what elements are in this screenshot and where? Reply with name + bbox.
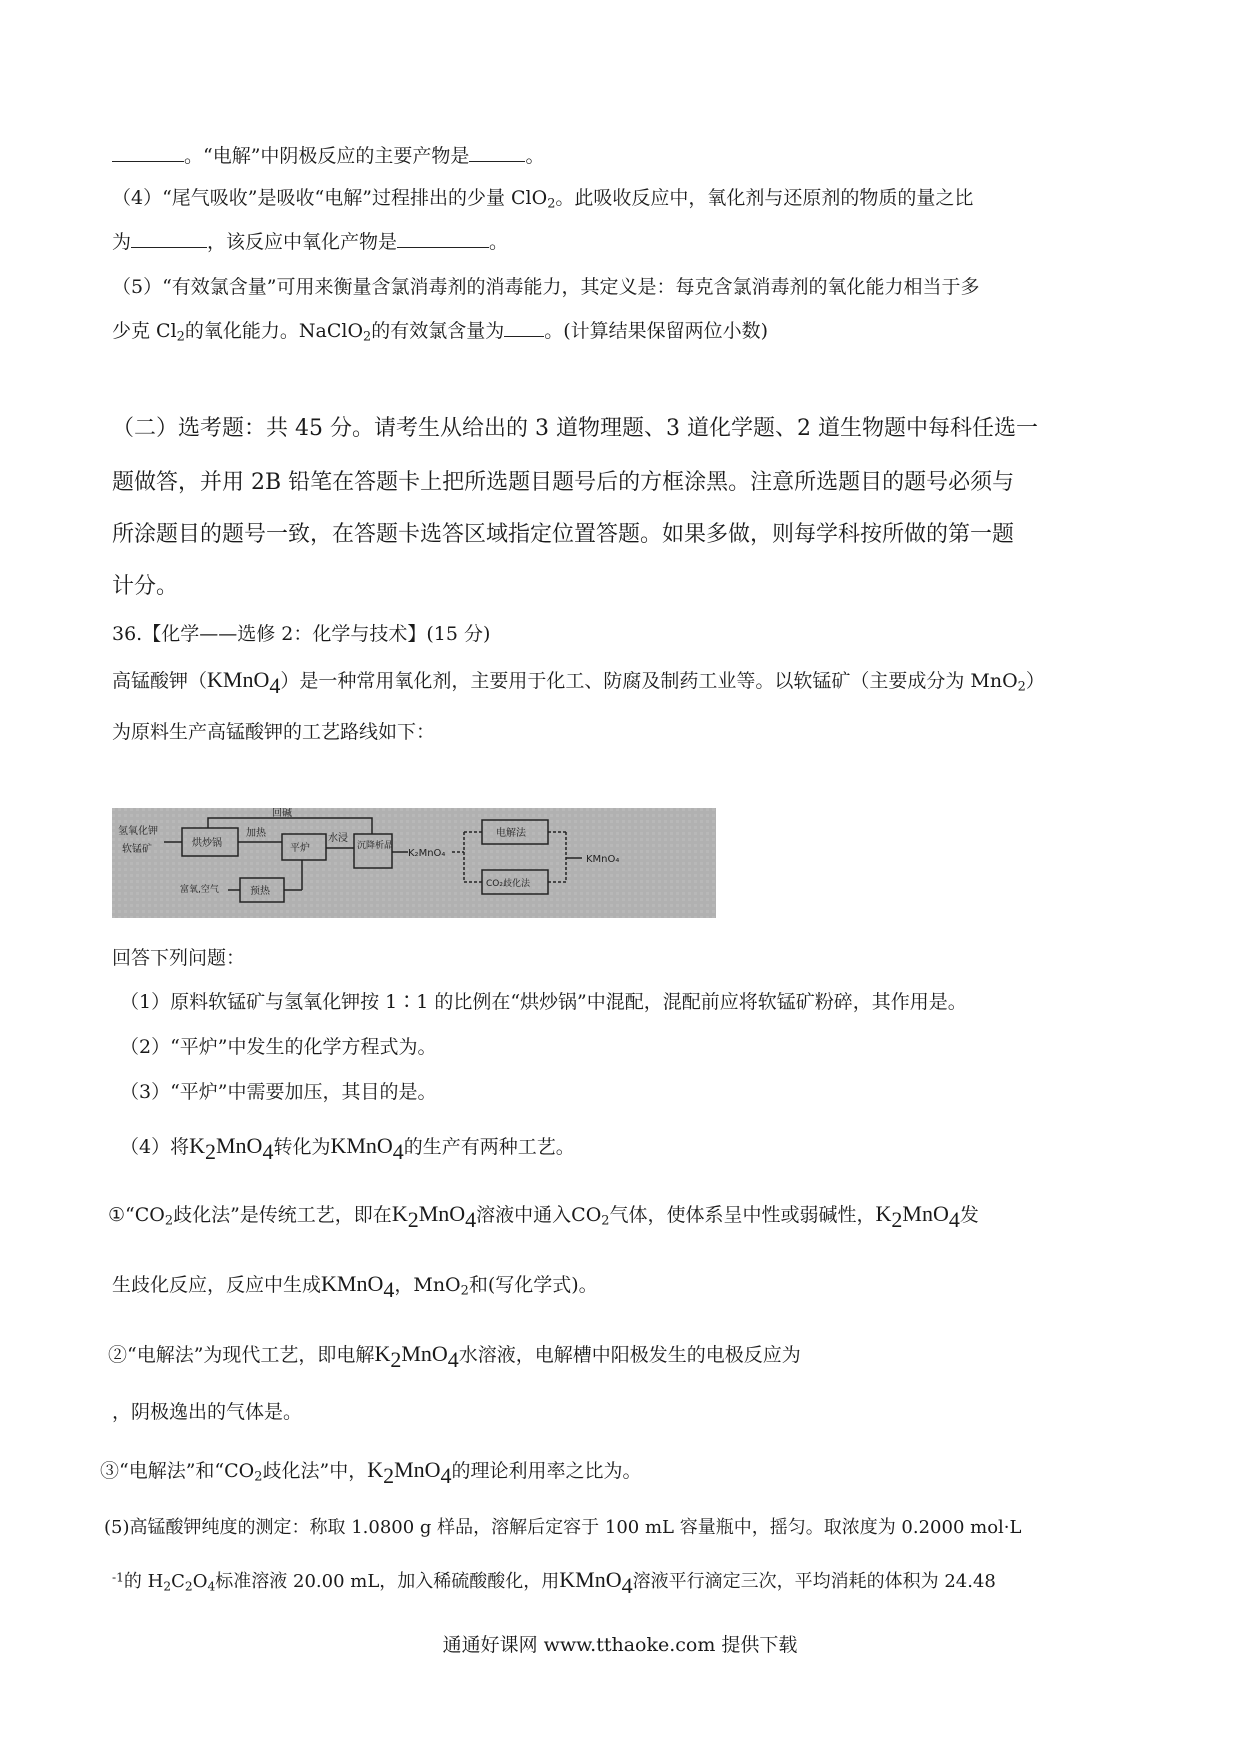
- text: 水溶液，电解槽中阳极发生的电极反应为: [458, 1344, 801, 1366]
- box-label: 电解法: [496, 828, 526, 839]
- subscript: 2: [390, 1347, 402, 1373]
- formula: KMnO: [330, 1133, 393, 1158]
- answer-prompt: [112, 944, 245, 972]
- formula: K: [391, 1201, 408, 1226]
- subscript: 2: [547, 196, 556, 212]
- subscript: 2: [363, 329, 372, 345]
- superscript: -1: [112, 1570, 124, 1585]
- page-footer: 通通好课网 www.tthaoke.com 提供下载: [442, 1634, 798, 1656]
- text: 。: [489, 231, 509, 253]
- question-36-5-line-1: [104, 1514, 1021, 1542]
- subscript: 2: [164, 1213, 174, 1229]
- formula: CO: [224, 1460, 255, 1482]
- formula: CO: [134, 1204, 165, 1226]
- text: 溶液中通入: [476, 1204, 572, 1226]
- formula: K: [374, 1341, 391, 1366]
- question-5-line-2: [112, 317, 768, 345]
- text: 和(写化学式)。: [468, 1274, 598, 1296]
- question-36-4-1-line-2: [112, 1270, 598, 1303]
- question-4-line-2: [112, 228, 508, 256]
- text: ②“电解法”为现代工艺，即电解: [108, 1344, 375, 1366]
- text: 的理论利用率之比为。: [451, 1460, 642, 1482]
- text: (5)高锰酸钾纯度的测定：称取 1.0800 g 样品，溶解后定容于 100 mL 容量瓶中，摇匀。取浓度为 0.2000 mol·L: [104, 1517, 1022, 1538]
- text: 的 H: [123, 1571, 164, 1592]
- text: （5）“有效氯含量”可用来衡量含氯消毒剂的消毒能力，其定义是：每克含氯消毒剂的氧化能力相当于多: [112, 276, 980, 298]
- subscript: 2: [460, 1283, 469, 1299]
- subscript: 4: [207, 1579, 216, 1594]
- text: ）: [1025, 670, 1045, 692]
- subscript: 4: [269, 673, 281, 699]
- text: 歧化法”是传统工艺，即在: [173, 1204, 392, 1226]
- text: （3）“平炉”中需要加压，其目的是。: [120, 1081, 437, 1103]
- answer-blank[interactable]: [397, 229, 489, 248]
- text: 的有效氯含量为: [371, 320, 505, 342]
- input-label: 富氧,空气: [180, 885, 219, 895]
- subscript: 4: [465, 1207, 477, 1233]
- text: （2）“平炉”中发生的化学方程式为。: [120, 1036, 437, 1058]
- text: （4）“尾气吸收”是吸收“电解”过程排出的少量 ClO: [112, 187, 548, 209]
- text: 溶液平行滴定三次，平均消耗的体积为 24.48: [632, 1571, 996, 1592]
- text: ，MnO: [394, 1274, 461, 1296]
- question-36-intro-2: [112, 718, 435, 746]
- question-36-4-3: [100, 1456, 642, 1489]
- formula: K: [875, 1201, 892, 1226]
- text: 气体，使体系呈中性或弱碱性，: [609, 1204, 876, 1226]
- text: （二）选考题：共 45 分。请考生从给出的 3 道物理题、3 道化学题、2 道生物题中每科任选一: [112, 416, 1038, 441]
- question-36-4-1-line-1: [108, 1200, 979, 1233]
- question-36-2: [120, 1033, 437, 1061]
- section-heading-line-1: [112, 412, 1038, 446]
- text: 少克 Cl: [112, 320, 177, 342]
- text: 歧化法”中，: [262, 1460, 368, 1482]
- question-36-4-2-line-2: [112, 1398, 302, 1426]
- text: ）是一种常用氧化剂，主要用于化工、防腐及制药工业等。以软锰矿（主要成分为 MnO: [280, 670, 1018, 692]
- subscript: 2: [601, 1213, 610, 1229]
- question-36-4: [120, 1132, 575, 1165]
- formula: K: [189, 1133, 205, 1158]
- text: 为: [112, 231, 132, 253]
- text: 36.【化学——选修 2：化学与技术】(15 分): [112, 623, 491, 645]
- subscript: 2: [204, 1139, 216, 1165]
- box-label: 预热: [250, 886, 270, 897]
- question-36-intro-1: [112, 666, 1045, 699]
- question-36-4-2-line-1: [108, 1340, 801, 1373]
- subscript: 2: [254, 1469, 263, 1485]
- text: 。(计算结果保留两位小数): [544, 320, 769, 342]
- text: （1）原料软锰矿与氢氧化钾按 1∶1 的比例在“烘炒锅”中混配，混配前应将软锰矿粉碎，其作用是。: [120, 991, 967, 1013]
- formula: MnO: [418, 1201, 466, 1226]
- text: （4）将: [120, 1136, 190, 1158]
- text: ，该反应中氧化产物是: [207, 231, 398, 253]
- subscript: 2: [176, 329, 185, 345]
- subscript: 4: [262, 1139, 274, 1165]
- subscript: 4: [392, 1139, 404, 1165]
- text: 的生产有两种工艺。: [403, 1136, 575, 1158]
- answer-blank[interactable]: [504, 318, 544, 337]
- box-label: 平炉: [290, 843, 310, 854]
- question-36-5-line-2: [112, 1566, 996, 1599]
- subscript: 4: [383, 1277, 395, 1303]
- product-label: KMnO₄: [586, 854, 620, 865]
- process-flow-diagram: [112, 808, 716, 918]
- section-heading-line-3: [112, 518, 1014, 552]
- formula: MnO: [394, 1457, 441, 1482]
- text: 的氧化能力。NaClO: [184, 320, 364, 342]
- text: 。“电解”中阴极反应的主要产物是: [184, 145, 470, 167]
- subscript: 2: [407, 1207, 419, 1233]
- text: 高锰酸钾（: [112, 670, 208, 692]
- text: 所涂题目的题号一致，在答题卡选答区域指定位置答题。如果多做，则每学科按所做的第一题: [112, 522, 1015, 547]
- text: 发: [959, 1204, 979, 1226]
- subscript: 4: [621, 1573, 633, 1599]
- text: 标准溶液 20.00 mL，加入稀硫酸酸化，用: [215, 1571, 560, 1592]
- formula: MnO: [902, 1201, 949, 1226]
- formula: KMnO: [321, 1271, 384, 1296]
- formula: MnO: [215, 1133, 263, 1158]
- box-label: 沉降析晶: [357, 841, 394, 851]
- text: 转化为: [273, 1136, 331, 1158]
- text: 为原料生产高锰酸钾的工艺路线如下：: [112, 721, 436, 743]
- subscript: 4: [440, 1463, 452, 1489]
- text-line: [112, 142, 544, 170]
- box-label: CO₂歧化法: [486, 879, 530, 889]
- subscript: 4: [948, 1207, 960, 1233]
- question-36-1: [120, 988, 967, 1016]
- box-label: 烘炒锅: [192, 838, 222, 849]
- text: O: [192, 1571, 208, 1592]
- text: ①“: [108, 1204, 135, 1226]
- formula: KMnO: [559, 1567, 622, 1592]
- subscript: 2: [891, 1207, 903, 1233]
- formula: CO: [571, 1204, 602, 1226]
- input-label: 氢氧化钾: [118, 826, 158, 837]
- formula: MnO: [401, 1341, 448, 1366]
- text: 。: [525, 145, 545, 167]
- answer-blank[interactable]: [131, 229, 207, 248]
- text: 生歧化反应，反应中生成: [112, 1274, 322, 1296]
- text: ③“电解法”和“: [100, 1460, 225, 1482]
- question-36-3: [120, 1078, 437, 1106]
- arrow-label: 加热: [246, 828, 266, 839]
- recycle-label: 回碱: [272, 808, 292, 819]
- section-heading-line-4: [112, 570, 178, 604]
- answer-blank[interactable]: [112, 143, 184, 162]
- input-label: 软锰矿: [122, 844, 152, 855]
- formula: K: [367, 1457, 384, 1482]
- question-4-line-1: [112, 184, 973, 212]
- section-heading-line-2: [112, 466, 1014, 500]
- arrow-label: 水浸: [328, 833, 348, 844]
- text: 题做答，并用 2B 铅笔在答题卡上把所选题目题号后的方框涂黑。注意所选题目的题号必须与: [112, 470, 1015, 495]
- formula: KMnO: [207, 667, 270, 692]
- subscript: 2: [383, 1463, 395, 1489]
- answer-blank[interactable]: [469, 143, 525, 162]
- subscript: 2: [163, 1579, 172, 1594]
- text: 。此吸收反应中，氧化剂与还原剂的物质的量之比: [555, 187, 974, 209]
- question-36-title: [112, 620, 490, 648]
- question-5-line-1: [112, 273, 980, 301]
- text: 计分。: [112, 574, 179, 599]
- intermediate-label: K₂MnO₄: [408, 848, 446, 859]
- subscript: 4: [447, 1347, 459, 1373]
- subscript: 2: [184, 1579, 193, 1594]
- text: 回答下列问题：: [112, 947, 246, 969]
- text: C: [171, 1571, 185, 1592]
- subscript: 2: [1017, 679, 1026, 695]
- text: ，阴极逸出的气体是。: [112, 1401, 303, 1423]
